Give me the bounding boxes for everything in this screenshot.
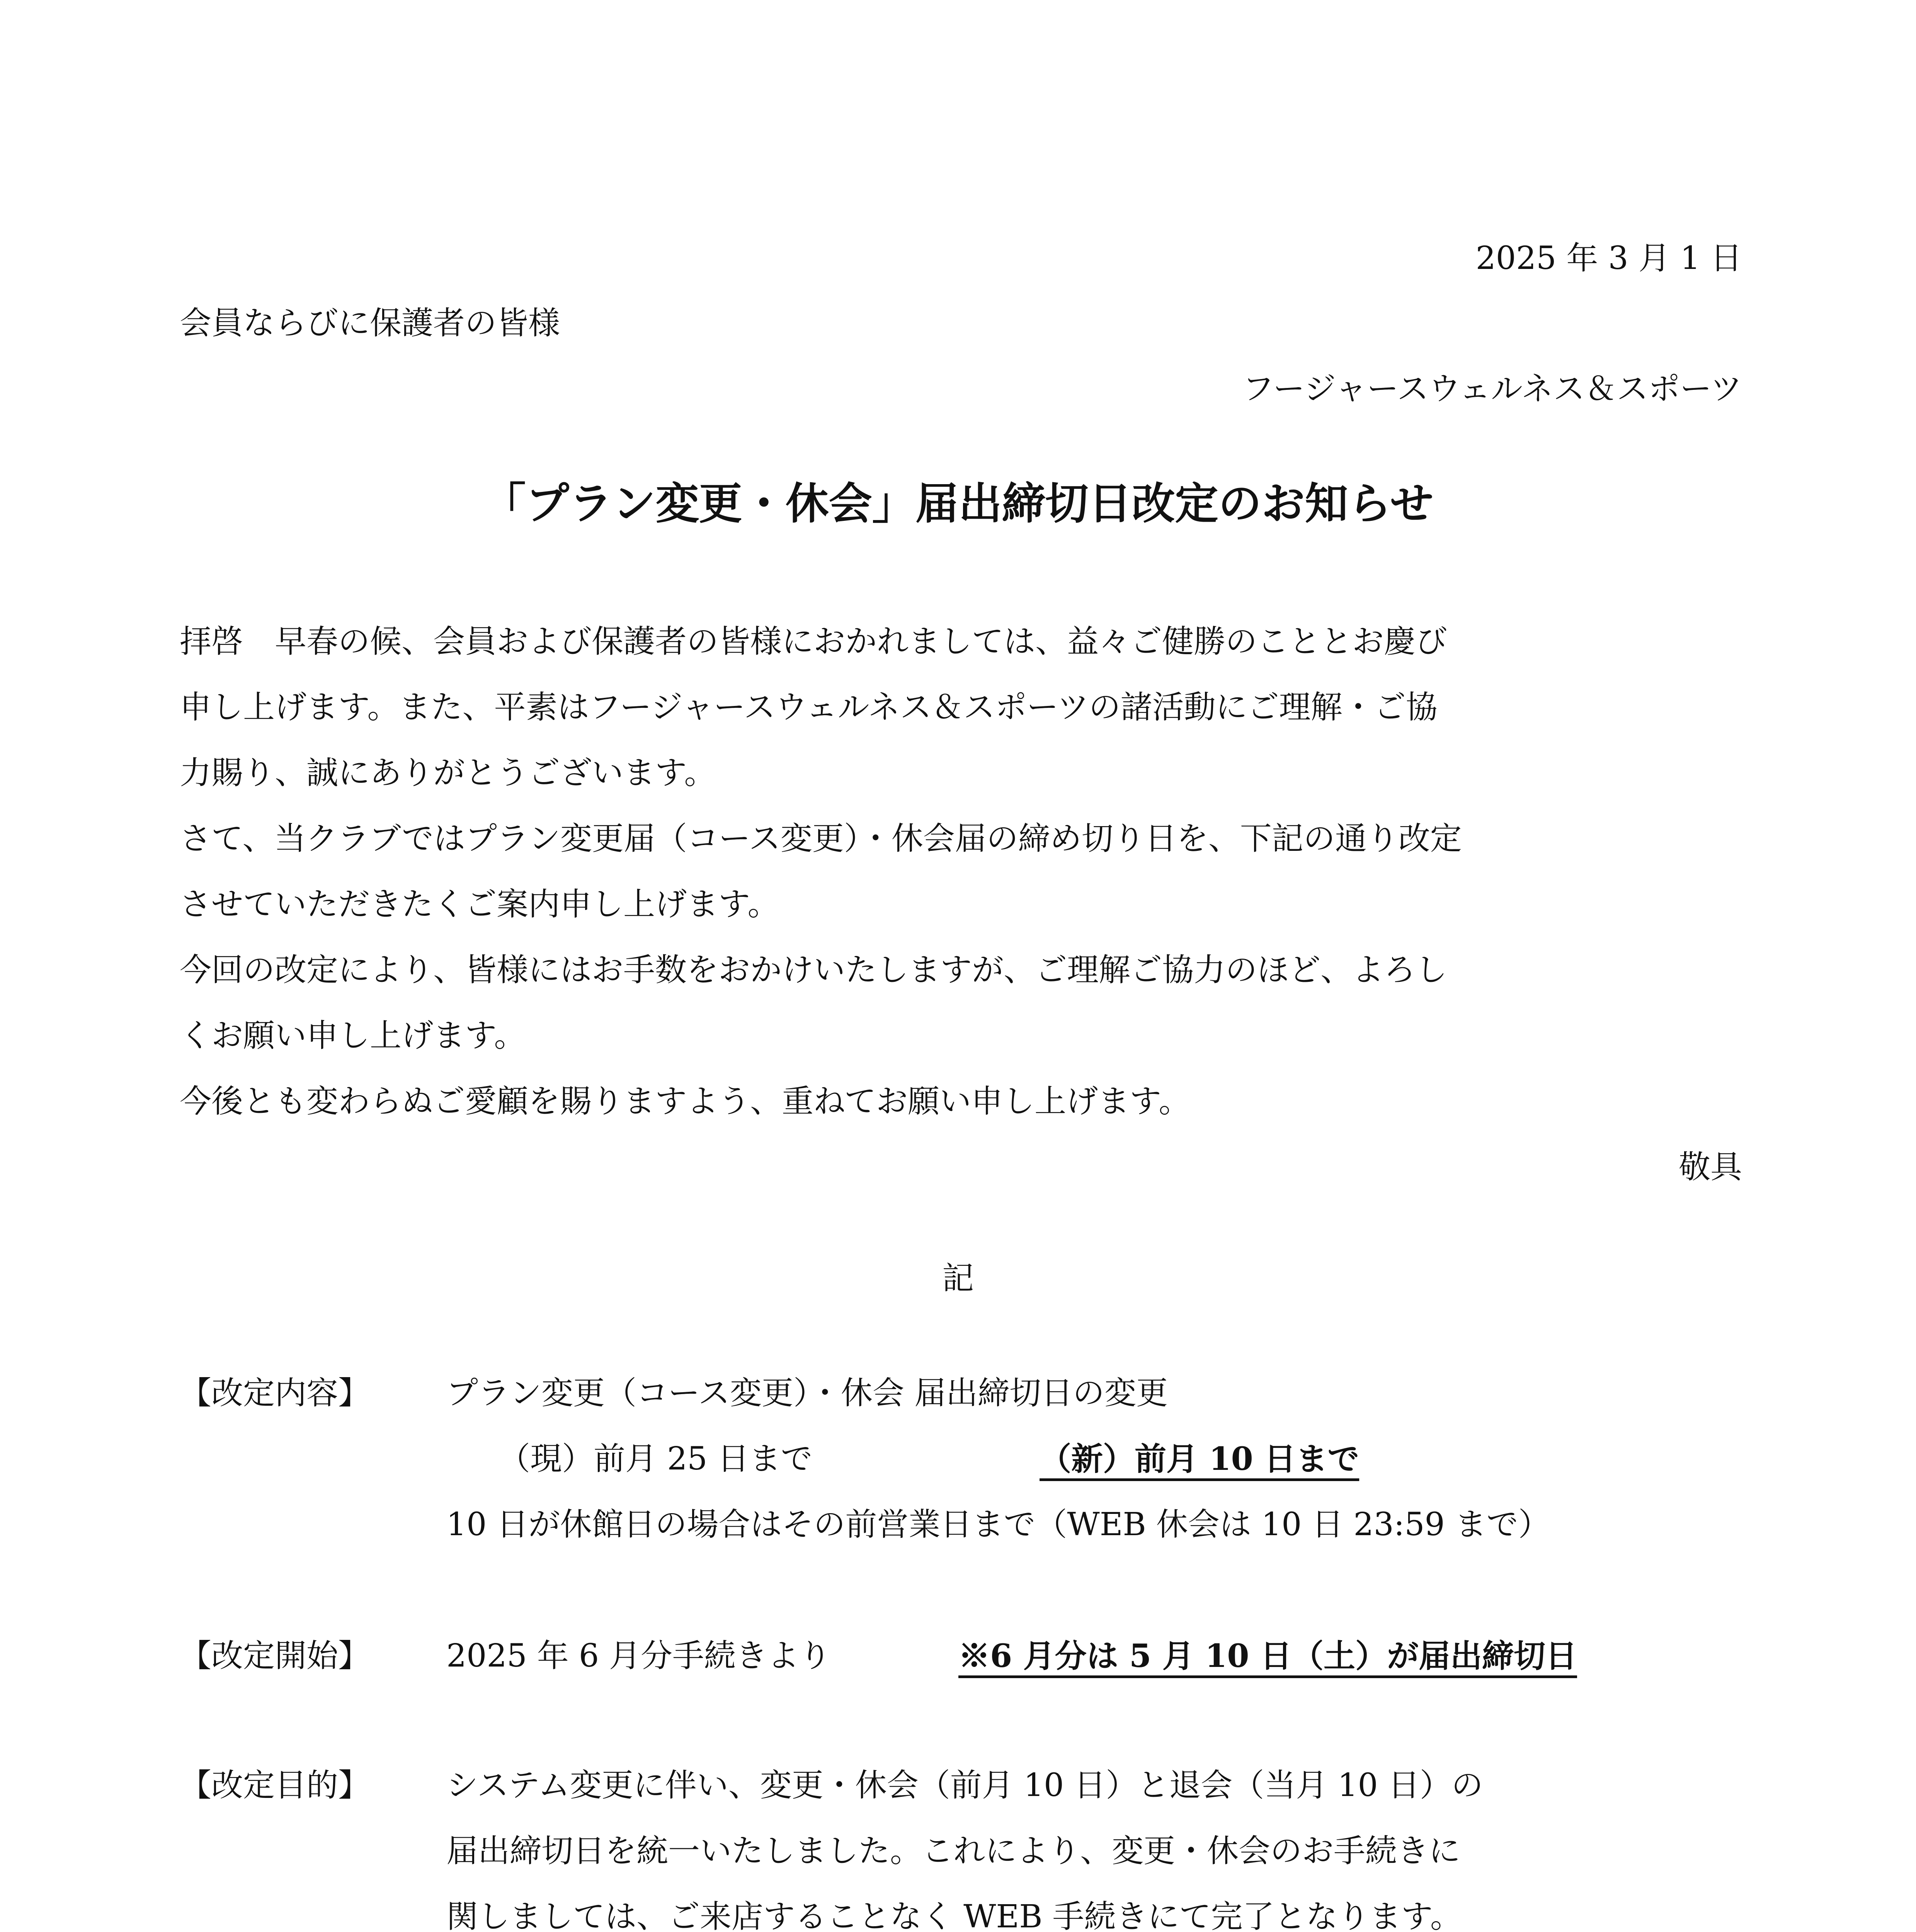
new-deadline: （新）前月 10 日まで — [1040, 1440, 1360, 1478]
body-line: くお願い申し上げます。 — [180, 1017, 526, 1054]
addressee: 会員ならびに保護者の皆様 — [180, 305, 560, 342]
section-content-line1: プラン変更（コース変更）・休会 届出締切日の変更 — [446, 1375, 1168, 1412]
ki-heading: 記 — [942, 1260, 974, 1297]
purpose-line: 届出締切日を統一いたしました。これにより、変更・休会のお手続きに — [446, 1833, 1461, 1869]
section-start-label: 【改定開始】 — [180, 1638, 370, 1674]
section-start-emphasis: ※6 月分は 5 月 10 日（土）が届出締切日 — [958, 1638, 1577, 1675]
section-content-label: 【改定内容】 — [180, 1375, 370, 1412]
body-line: 申し上げます。また、平素はフージャースウェルネス＆スポーツの諸活動にご理解・ご協 — [180, 689, 1438, 726]
current-deadline: （現）前月 25 日まで — [499, 1440, 813, 1477]
purpose-line: 関しましては、ご来店することなく WEB 手続きにて完了となります。 — [446, 1898, 1462, 1932]
section-purpose-label: 【改定目的】 — [180, 1767, 370, 1804]
purpose-line: システム変更に伴い、変更・休会（前月 10 日）と退会（当月 10 日）の — [446, 1767, 1483, 1804]
section-content-note: 10 日が休館日の場合はその前営業日まで（WEB 休会は 10 日 23:59 まで） — [446, 1506, 1550, 1543]
body-line: さて、当クラブではプラン変更届（コース変更）・休会届の締め切り日を、下記の通り改定 — [180, 820, 1462, 857]
date: 2025 年 3 月 1 日 — [1475, 240, 1742, 277]
section-start-text: 2025 年 6 月分手続きより — [446, 1638, 831, 1674]
body-line: 今回の改定により、皆様にはお手数をおかけいたしますが、ご理解ご協力のほど、よろし — [180, 952, 1448, 988]
sender: フージャースウェルネス＆スポーツ — [1242, 371, 1742, 407]
body-line: 拝啓 早春の候、会員および保護者の皆様におかれましては、益々ご健勝のこととお慶び — [180, 623, 1448, 660]
body-line: させていただきたくご案内申し上げます。 — [180, 886, 779, 923]
page-title: 「プラン変更・休会」届出締切日改定のお知らせ — [482, 478, 1434, 529]
closing: 敬具 — [1678, 1149, 1742, 1185]
body-line: 今後とも変わらぬご愛顧を賜りますよう、重ねてお願い申し上げます。 — [180, 1083, 1191, 1120]
body-line: 力賜り、誠にありがとうございます。 — [180, 755, 716, 791]
